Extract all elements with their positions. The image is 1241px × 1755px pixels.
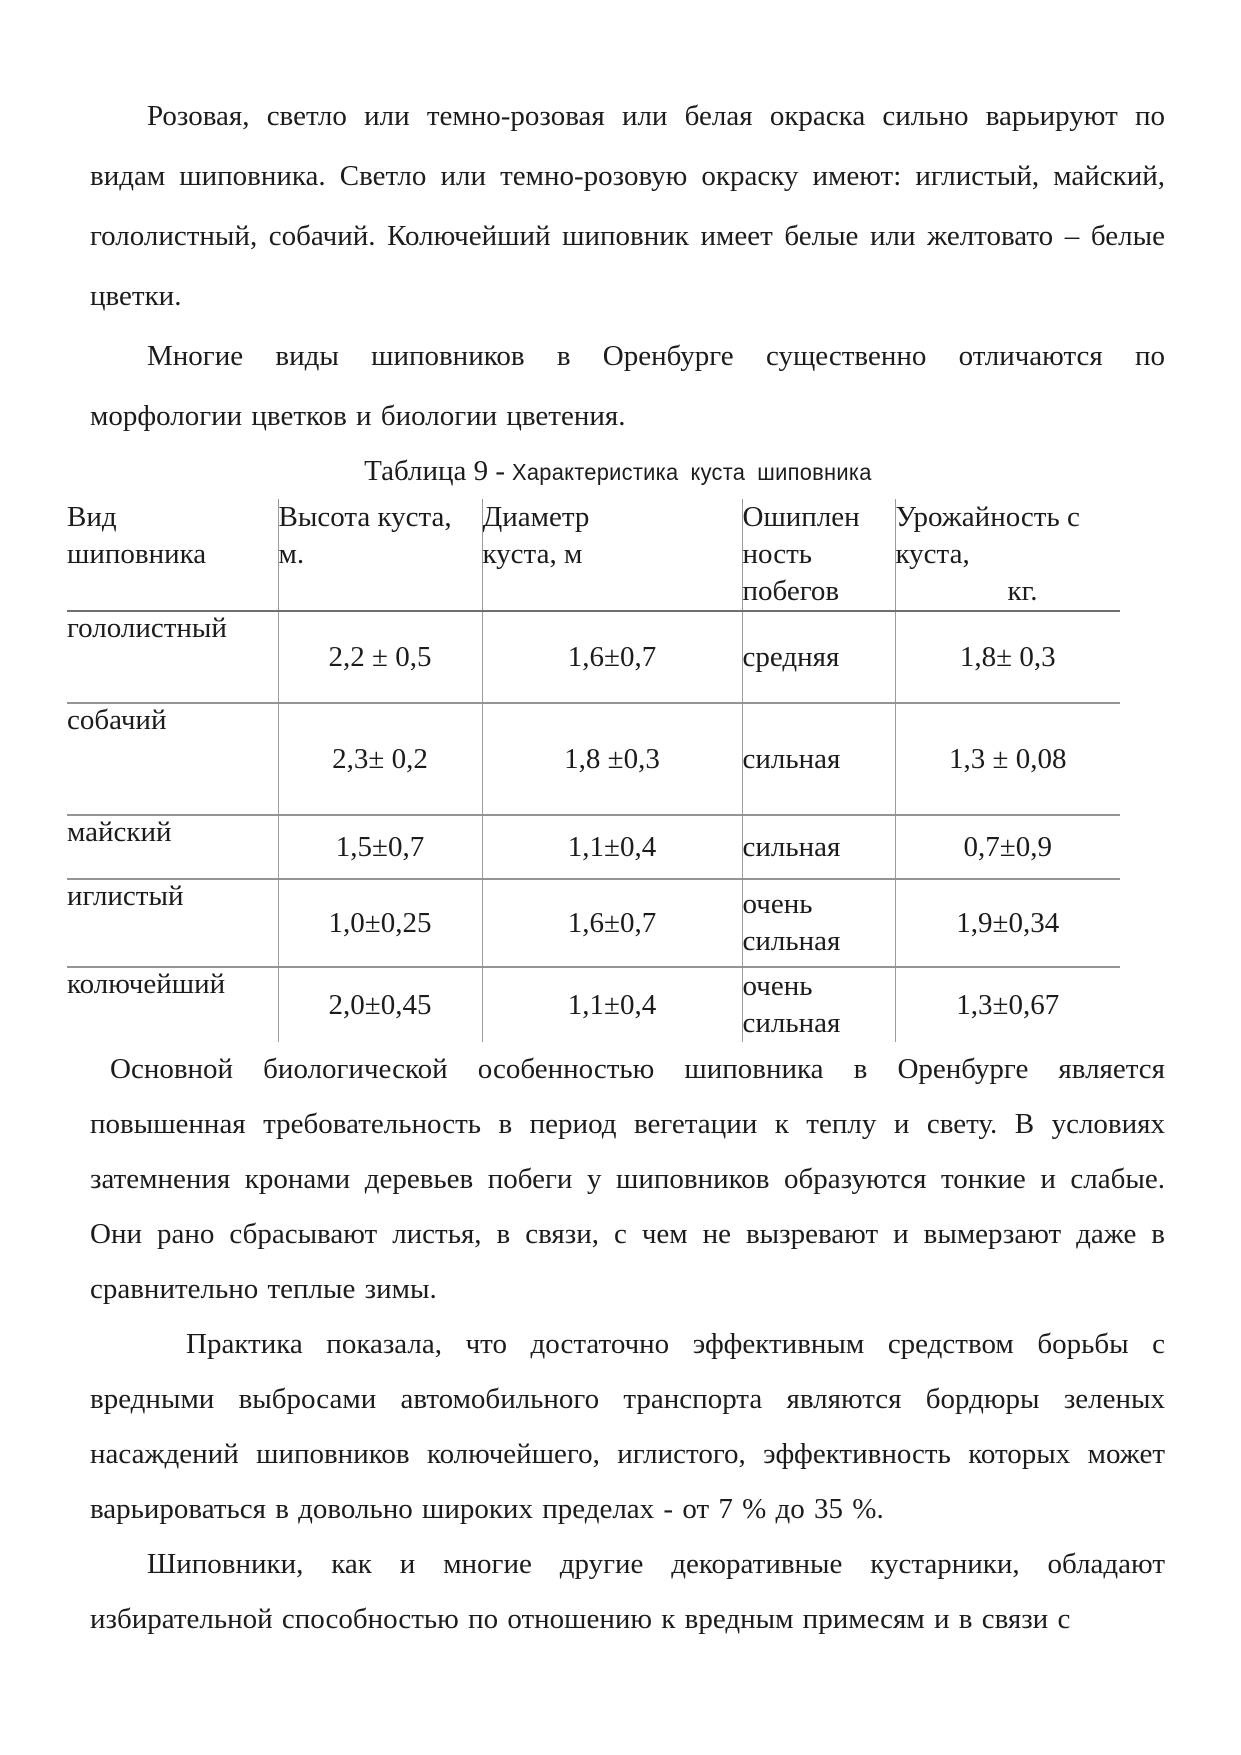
header-line: Урожайность с	[895, 501, 1080, 533]
diameter-cell: 1,1±0,4	[482, 967, 742, 1042]
thorniness-cell: сильная	[742, 703, 895, 815]
header-line: шиповника	[67, 538, 207, 570]
species-cell: собачий	[67, 703, 278, 815]
height-cell: 2,2 ± 0,5	[278, 611, 482, 703]
paragraph-selectivity: Шиповники, как и многие другие декоративные кустарники, обладают избирательной способностью по отношению к вредным примесям и в связи с	[90, 1548, 1165, 1635]
diameter-cell: 1,6±0,7	[482, 879, 742, 967]
header-line: куста, м	[482, 538, 583, 570]
header-line: м.	[278, 538, 305, 570]
header-line: Диаметр	[482, 501, 590, 533]
table-row	[67, 967, 1120, 1042]
header-line: Высота куста,	[278, 501, 452, 533]
table-row	[67, 611, 1120, 703]
yield-cell: 1,9±0,34	[895, 879, 1120, 967]
paragraph-flower-colors: Розовая, светло или темно-розовая или белая окраска сильно варьируют по видам шиповника. Светло или темно-розовую окраску имеют: иглистый, майский, гололистный, собачий. Колючейший шиповник имеет белые или желтовато – белые цветки.	[90, 100, 1165, 312]
header-line: куста,	[895, 538, 970, 570]
table-row	[67, 879, 1120, 967]
species-cell: майский	[67, 815, 278, 879]
yield-cell: 1,3±0,67	[956, 988, 1060, 1021]
header-cell-yield	[895, 499, 1120, 611]
rosehip-characteristics-table	[67, 499, 1120, 1042]
paragraph-biology: Основной биологической особенностью шиповника в Оренбурге является повышенная требовательность в период вегетации к теплу и свету. В условиях затемнения кронами деревьев побеги у шиповников образуются тонкие и слабые. Они рано сбрасывают листья, в связи, с чем не вызревают и вымерзают даже в сравнительно теплые зимы.	[90, 1053, 1165, 1305]
header-cell-diameter	[482, 499, 742, 611]
header-cell-species	[67, 499, 278, 611]
table-caption-title: Характеристика куста шиповника	[512, 459, 872, 485]
diameter-cell: 1,6±0,7	[482, 611, 742, 703]
header-line: побегов	[742, 575, 840, 607]
height-cell: 1,0±0,25	[278, 879, 482, 967]
thorniness-cell: средняя	[742, 611, 895, 703]
header-line: ность	[742, 538, 813, 570]
header-line: Вид	[67, 501, 117, 533]
yield-cell: 1,8± 0,3	[895, 611, 1120, 703]
thorniness-cell: сильная	[742, 815, 895, 879]
diameter-cell: 1,1±0,4	[482, 815, 742, 879]
species-cell: гололистный	[67, 611, 278, 703]
table-caption	[90, 450, 1165, 493]
header-cell-thorniness	[742, 499, 895, 611]
species-cell: колючейший	[67, 967, 278, 1042]
yield-cell: 1,3 ± 0,08	[895, 703, 1120, 815]
table-row	[67, 703, 1120, 815]
header-cell-height	[278, 499, 482, 611]
paragraph-practice: Практика показала, что достаточно эффективным средством борьбы с вредными выбросами автомобильного транспорта являются бордюры зеленых насаждений шиповников колючейшего, иглистого, эффективность которых может варьироваться в довольно широких пределах - от 7 % до 35 %.	[90, 1328, 1165, 1525]
table-caption-number: Таблица 9	[364, 455, 489, 487]
header-line: Ошиплен	[742, 501, 860, 533]
table-caption-separator: -	[488, 455, 513, 487]
height-cell: 1,5±0,7	[278, 815, 482, 879]
species-cell: иглистый	[67, 879, 278, 967]
height-cell: 2,3± 0,2	[278, 703, 482, 815]
thorniness-cell: очень сильная	[742, 967, 895, 1042]
header-line: кг.	[1007, 575, 1038, 607]
thorniness-cell: очень сильная	[742, 879, 895, 967]
yield-cell: 0,7±0,9	[895, 815, 1120, 879]
table-row	[67, 815, 1120, 879]
height-cell: 2,0±0,45	[278, 967, 482, 1042]
diameter-cell: 1,8 ±0,3	[482, 703, 742, 815]
table-header-row	[67, 499, 1120, 611]
paragraph-orenburg-species: Многие виды шиповников в Оренбурге существенно отличаются по морфологии цветков и биологии цветения.	[90, 340, 1165, 432]
